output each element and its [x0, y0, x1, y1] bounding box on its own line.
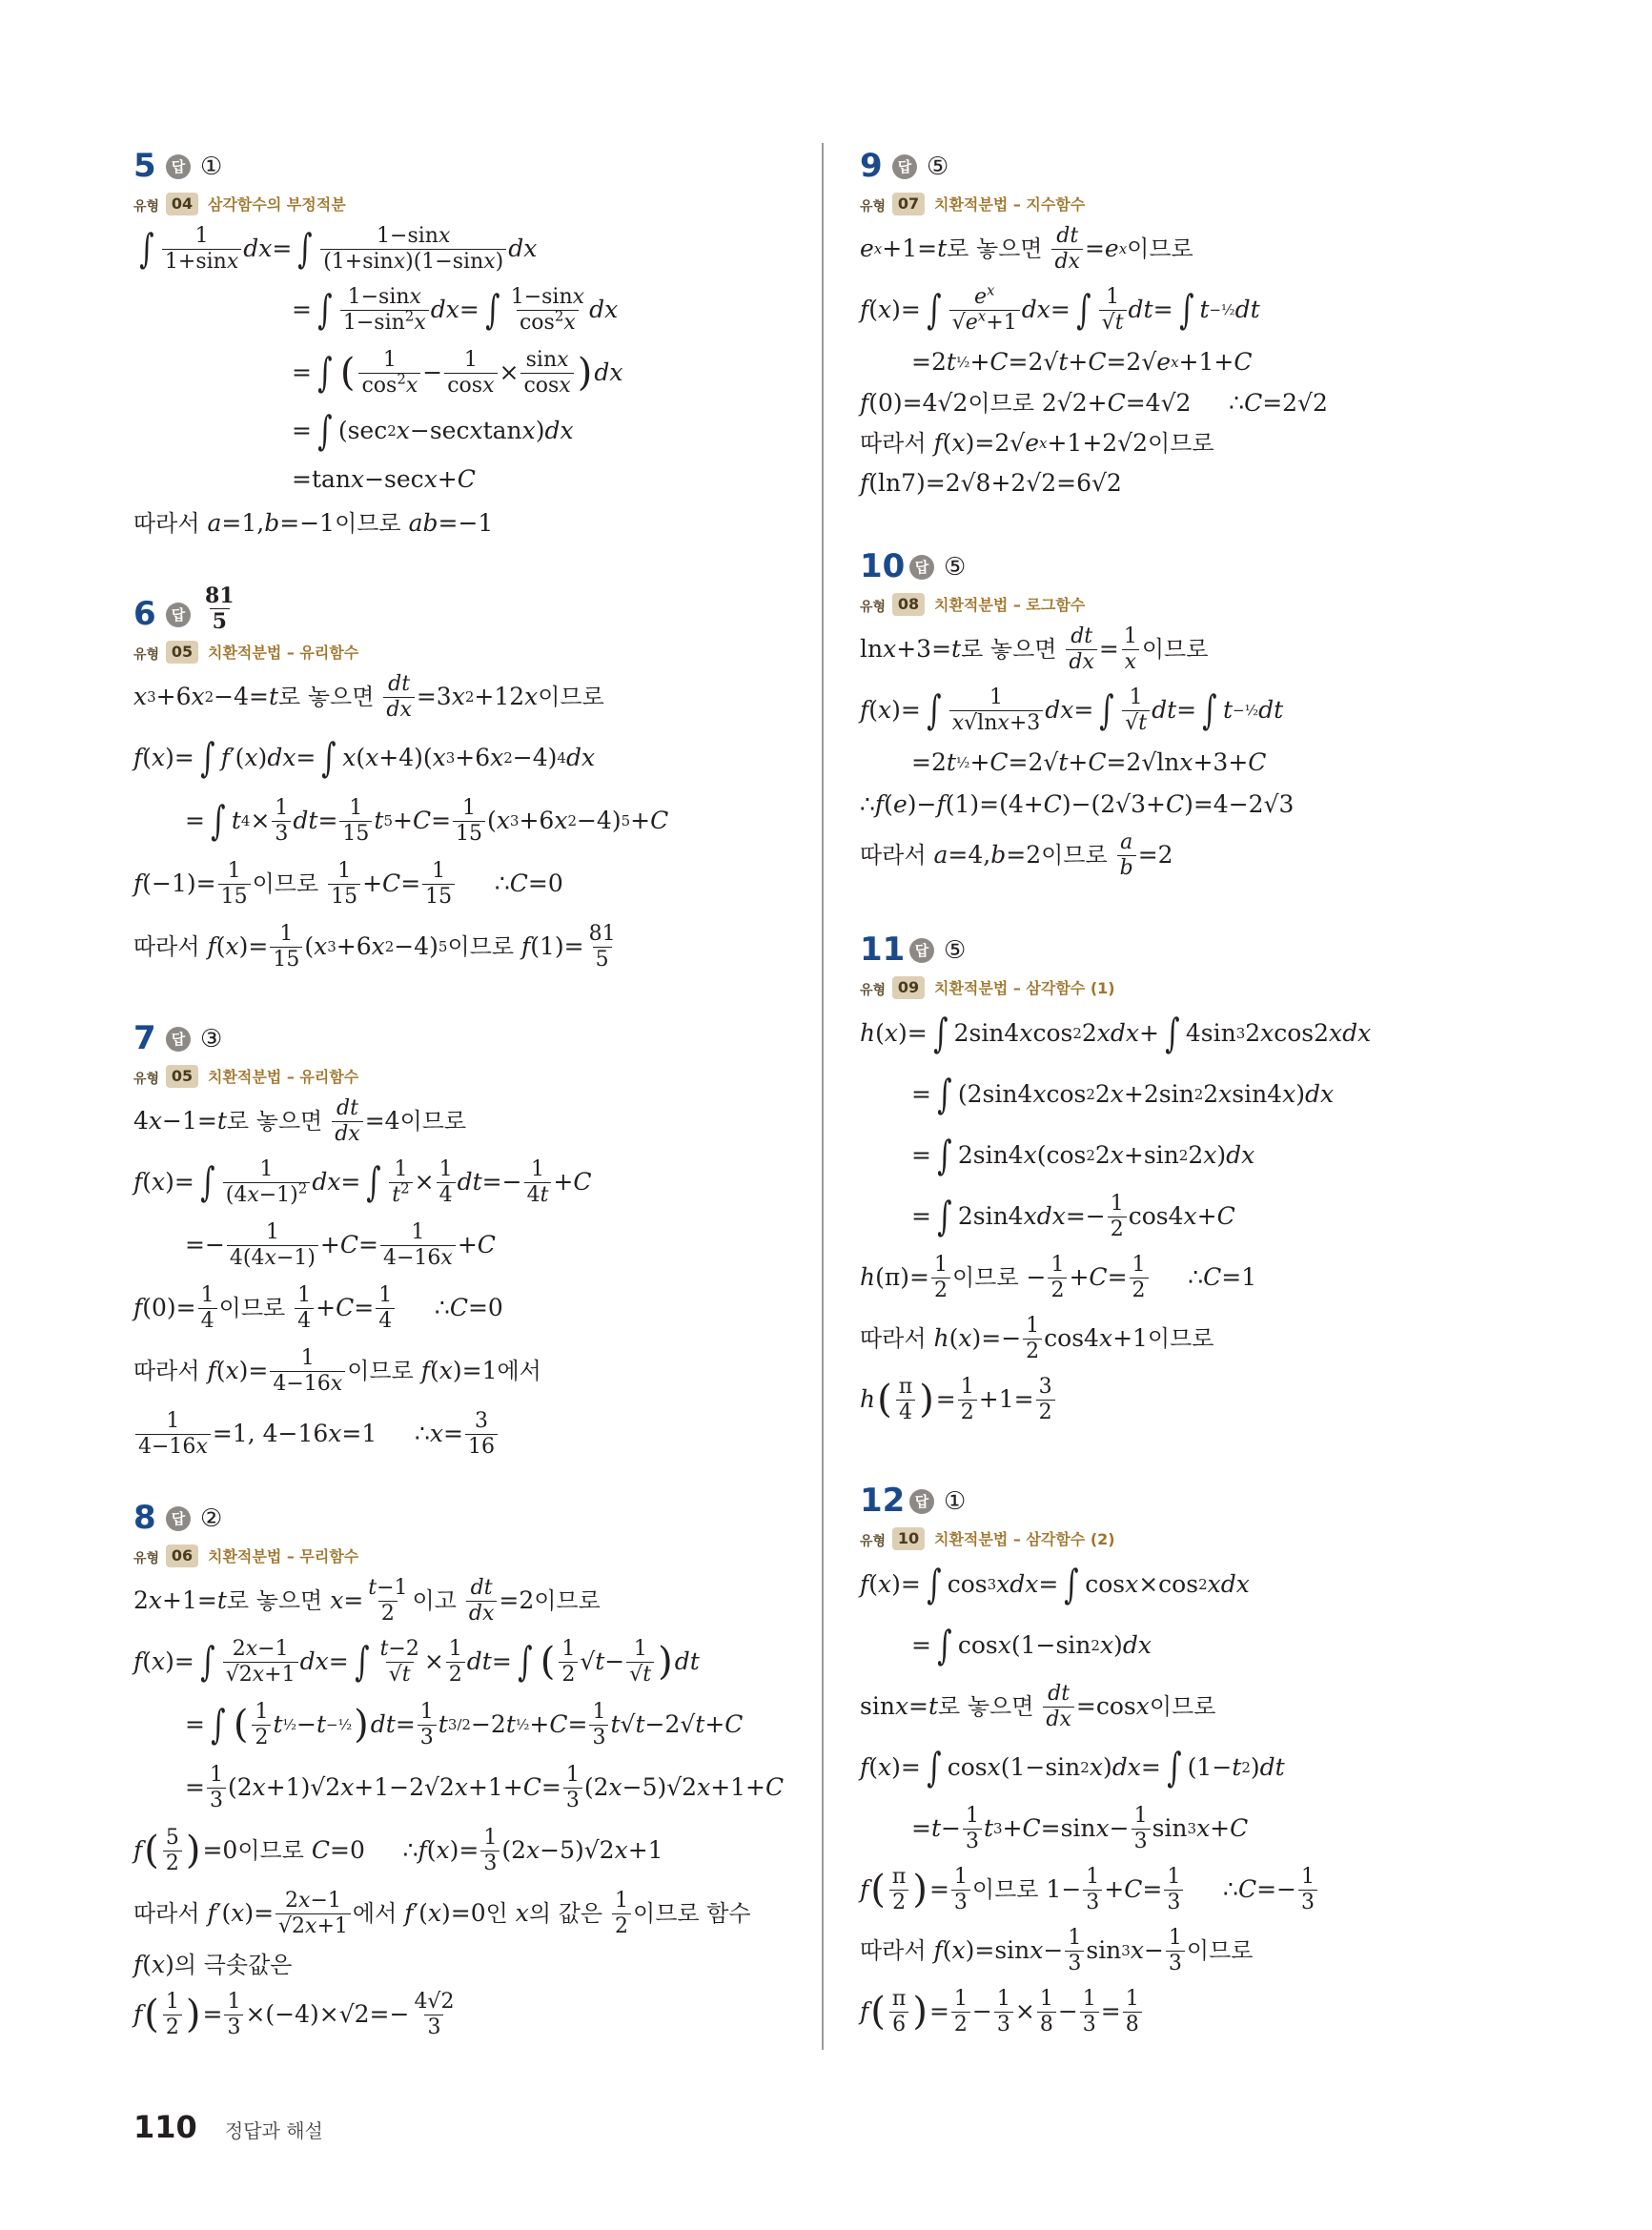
- math-line: =2 t ½ + C =2√ t + C =2√ln x +3+ C: [911, 748, 1267, 776]
- answer-value: ②: [200, 1504, 223, 1533]
- math-line: f ( x )= ∫ f ′( x ) dx = ∫ x ( x +4)( x 3 +6 x 2 −4) 4 dx: [133, 734, 596, 781]
- column-divider: [822, 143, 824, 2050]
- type-name: 삼각함수의 부정적분: [208, 195, 346, 214]
- math-line: = ∫ ( 1 $\cos^2x$ − 1 cosx × sinx cosx ) dx: [292, 347, 623, 398]
- math-line: = ∫ t 4 × 1 3 dt = 1 15 t 5 + C = 1 15 ( x 3 +6 x 2 −4) 5 + C: [185, 795, 669, 846]
- answer-badge: 답: [909, 1489, 934, 1514]
- math-line: ∴ f ( e )− f (1)=(4+ C )−(2√3+ C )=4−2√3: [860, 790, 1295, 818]
- problem-number: 7: [133, 1019, 156, 1057]
- problem-10: [860, 543, 1527, 885]
- type-name: 치환적분법 – 지수함수: [934, 195, 1086, 214]
- type-tag: 유형 04 삼각함수의 부정적분: [133, 194, 346, 215]
- answer-value: ①: [944, 1487, 967, 1516]
- math-line: f ( π 6 ) = 1 2 − 1 3 × 1 8 − 1 3 = 1 8: [860, 1981, 1527, 2042]
- type-name: 치환적분법 – 삼각함수 (2): [934, 1530, 1115, 1548]
- problem-number: 12: [860, 1482, 906, 1520]
- type-name: 치환적분법 – 유리함수: [208, 644, 359, 662]
- page-number: 110: [133, 2109, 197, 2145]
- problem-number: 5: [133, 147, 156, 185]
- problem-12: [860, 1478, 1527, 2042]
- math-line: = ∫ (sec 2 x −sec x tan x ) dx: [292, 407, 574, 454]
- math-line: 따라서 f ( x )= 1 4−16x 이므로 f ( x )=1 에서: [133, 1345, 541, 1396]
- math-line: f ( π 2 ) = 1 3 이므로 1− 1 3 + C = 1 3 ∴ C =− 1 3: [860, 1859, 1527, 1920]
- math-line: f ( 1 2 ) = 1 3 ×(−4)×√2=− 4√2 3: [133, 1989, 455, 2039]
- answer-badge: 답: [166, 1027, 191, 1052]
- type-code: 08: [892, 593, 925, 616]
- type-code: 07: [892, 193, 925, 215]
- math-line: 따라서 h ( x )=− 1 2 cos4 x +1 이므로: [860, 1313, 1214, 1363]
- math-line: 따라서 f ( x )=sin x − 1 3 sin 3 x − 1 3 이므로: [860, 1925, 1254, 1975]
- answer-badge: 답: [166, 603, 191, 627]
- math-line: h ( x )= ∫ 2sin4 x cos 2 2 x dx + ∫ 4sin 3 2 x cos2 x dx: [860, 1010, 1372, 1056]
- type-tag: 유형 06 치환적분법 – 무리함수: [133, 1546, 359, 1566]
- math-line: f ( x )= ∫ $e^x$ $√e^x+1$ dx = ∫ 1 √t dt = ∫ t −½ dt: [860, 281, 1260, 335]
- math-line: ∫ 1 1+sinx dx = ∫ 1−sinx (1+sinx)(1−sinx) dx: [139, 223, 538, 274]
- problem-number: 10: [860, 547, 906, 585]
- footer-label: 정답과 해설: [224, 2119, 323, 2142]
- answer-value: ⑤: [944, 553, 967, 582]
- type-name: 치환적분법 – 로그함수: [934, 596, 1086, 614]
- math-line: 따라서 f ( x )=2√ e x +1+2√2 이므로: [860, 429, 1214, 457]
- math-line: f ( x ) 의 극솟값은: [133, 1951, 293, 1978]
- math-line: f ( x )= ∫ cos x (1−sin 2 x ) dx = ∫ (1− t 2 ) dt: [860, 1744, 1285, 1790]
- math-line: f ( 5 2 ) =0 이므로 C =0 ∴ f ( x )= 1 3 (2 x −5)√2 x +1: [133, 1825, 663, 1875]
- math-line: 따라서 a =1, b =−1 이므로 ab =−1: [133, 509, 494, 537]
- math-line: 따라서 f ′( x )= 2x−1 √2x+1 에서 f ′( x )=0 인 x 의 값은 1 2 이므로 함수: [133, 1888, 751, 1938]
- answer-badge: 답: [166, 154, 191, 179]
- problem-number: 11: [860, 931, 906, 969]
- type-tag: 유형 08 치환적분법 – 로그함수: [860, 595, 1086, 615]
- type-tag: 유형 07 치환적분법 – 지수함수: [860, 194, 1086, 215]
- math-line: =tan x −sec x + C: [292, 465, 476, 493]
- math-line: =− 1 4(4x−1) + C = 1 4−16x + C: [185, 1219, 496, 1270]
- type-code: 04: [166, 193, 198, 215]
- math-line: = ∫ 2sin4 x dx =− 1 2 cos4 x + C: [911, 1191, 1235, 1241]
- math-line: = ∫ 2sin4 x (cos 2 2 x +sin 2 2 x ) dx: [911, 1132, 1255, 1178]
- answer-value: ⑤: [944, 936, 967, 965]
- math-line: = t − 1 3 t 3 + C =sin x − 1 3 sin 3 x + C: [911, 1803, 1249, 1853]
- math-line: f (0)= 1 4 이므로 1 4 + C = 1 4 ∴ C =0: [133, 1282, 503, 1333]
- math-line: f (0)=4√2 이므로 2√2+ C =4√2 ∴ C =2√2: [860, 389, 1328, 417]
- type-tag: 유형 05 치환적분법 – 유리함수: [133, 643, 359, 663]
- type-code: 05: [166, 641, 198, 664]
- math-line: =2 t ½ + C =2√ t + C =2√ e x +1+ C: [911, 348, 1253, 376]
- math-line: h (π)= 1 2 이므로 − 1 2 + C = 1 2 ∴ C =1: [860, 1252, 1257, 1302]
- problem-7: [133, 1015, 801, 1465]
- math-line: f (ln7)=2√8+2√2=6√2: [860, 469, 1122, 497]
- problem-8: [133, 1495, 801, 2044]
- type-code: 05: [166, 1065, 198, 1088]
- math-line: = ∫ (2sin4 x cos 2 2 x +2sin 2 2 x sin4 x ) dx: [911, 1071, 1335, 1117]
- math-line: f ( x )= ∫ 1 x√lnx+3 dx = ∫ 1 √t dt = ∫ t −½ dt: [860, 685, 1284, 735]
- page-footer: [133, 2109, 323, 2145]
- answer-badge: 답: [909, 555, 934, 580]
- math-line: f ( x )= ∫ 1 $(4x-1)^2$ dx = ∫ 1 $t^2$ × 1 4 dt =− 1 4t + C: [133, 1156, 592, 1207]
- answer-value: ①: [200, 153, 223, 181]
- math-line: = ∫ ( 1 2 t ½ − t −½ ) dt = 1 3 t 3/2 −2 t ½ + C = 1 3 t √ t −2√ t + C: [185, 1699, 744, 1749]
- math-line: f ( x )= ∫ cos 3 x dx = ∫ cos x ×cos 2 x dx: [860, 1561, 1250, 1607]
- type-code: 10: [892, 1527, 925, 1550]
- type-tag: 유형 10 치환적분법 – 삼각함수 (2): [860, 1529, 1115, 1549]
- problem-6: [133, 583, 801, 978]
- math-line: 1 4−16x =1, 4−16 x =1 ∴ x = 3 16: [133, 1402, 801, 1465]
- math-line: = ∫ 1−sinx $1-\sin^2x$ dx = ∫ 1−sinx $\cos^2x$ dx: [292, 284, 619, 335]
- math-line: = ∫ cos x (1−sin 2 x ) dx: [911, 1622, 1152, 1668]
- math-line: f ( x )= ∫ 2x−1 √2x+1 dx = ∫ t−2 √t × 1 2 dt = ∫ ( 1 2 √ t − 1 √t ) dt: [133, 1636, 700, 1687]
- math-line: h ( π 4 ) = 1 2 +1= 3 2: [860, 1369, 1527, 1430]
- problem-9: [860, 143, 1527, 503]
- answer-badge: 답: [892, 154, 917, 179]
- problem-number: 9: [860, 147, 883, 185]
- type-tag: 유형 09 치환적분법 – 삼각함수 (1): [860, 978, 1115, 998]
- math-line: 2 x +1= t 로 놓으면 x = t−1 2 이고 dt dx =2 이므로: [133, 1575, 601, 1626]
- problem-number: 6: [133, 595, 156, 633]
- answer-value: ⑤: [927, 153, 949, 181]
- problem-number: 8: [133, 1499, 156, 1537]
- answer-value: ③: [200, 1025, 223, 1054]
- math-line: sin x = t 로 놓으면 dt dx =cos x 이므로: [860, 1681, 1216, 1731]
- problem-5: [133, 143, 801, 545]
- math-line: f (−1)= 1 15 이므로 1 15 + C = 1 15 ∴ C =0: [133, 858, 563, 909]
- type-name: 치환적분법 – 무리함수: [208, 1547, 359, 1565]
- math-line: 따라서 a =4, b =2 이므로 a b =2: [860, 829, 1173, 880]
- math-line: ln x +3= t 로 놓으면 dt dx = 1 x 이므로: [860, 624, 1209, 674]
- answer-badge: 답: [909, 938, 934, 963]
- problem-11: [860, 927, 1527, 1430]
- type-tag: 유형 05 치환적분법 – 유리함수: [133, 1067, 359, 1087]
- answer-value: $\frac{81}{5}$: [205, 583, 235, 634]
- answer-badge: 답: [166, 1506, 191, 1531]
- type-name: 치환적분법 – 유리함수: [208, 1068, 359, 1086]
- type-code: 06: [166, 1545, 198, 1567]
- math-line: = 1 3 (2 x +1)√2 x +1−2√2 x +1+ C = 1 3 (2 x −5)√2 x +1+ C: [185, 1762, 785, 1812]
- math-line: x 3 +6 x 2 −4= t 로 놓으면 dt dx =3 x 2 +12 x 이므로: [133, 671, 604, 722]
- math-line: e x +1= t 로 놓으면 dt dx = e x 이므로: [860, 223, 1193, 274]
- math-line: 4 x −1= t 로 놓으면 dt dx =4 이므로: [133, 1095, 467, 1146]
- math-line: 따라서 f ( x )= 1 15 ( x 3 +6 x 2 −4) 5 이므로 f (1)= 81 5: [133, 921, 616, 972]
- type-name: 치환적분법 – 삼각함수 (1): [934, 979, 1115, 997]
- type-code: 09: [892, 976, 925, 999]
